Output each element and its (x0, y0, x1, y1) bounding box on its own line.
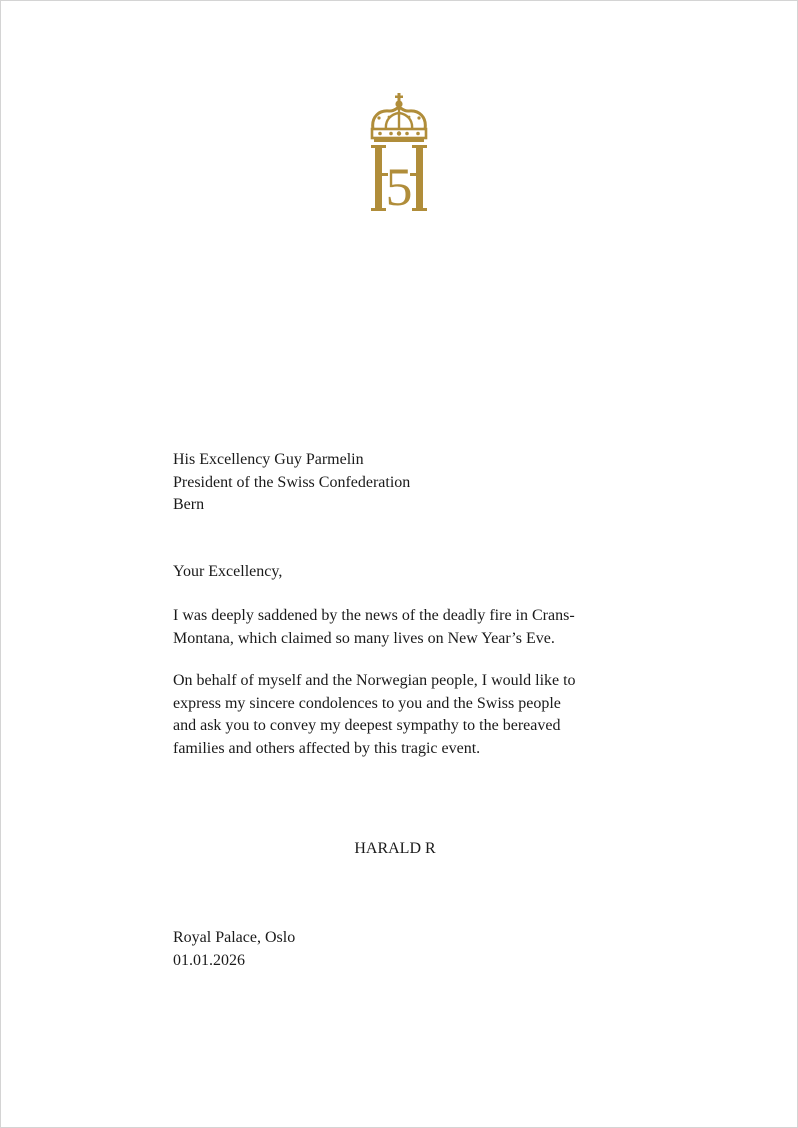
body-paragraph-2 (173, 670, 576, 760)
paragraph-line: I was deeply saddened by the news of the deadly fire in Crans- (173, 607, 575, 624)
addressee-city: Bern (173, 496, 205, 513)
addressee-block (173, 449, 410, 517)
salutation: Your Excellency, (173, 563, 283, 580)
date: 01.01.2026 (173, 951, 245, 969)
paragraph-line: express my sincere condolences to you and the Swiss people (173, 694, 561, 712)
paragraph-line: families and others affected by this tragic event. (173, 739, 481, 757)
body-paragraph-1 (173, 605, 575, 650)
addressee-title: President of the Swiss Confederation (173, 473, 411, 491)
paragraph-line: and ask you to convey my deepest sympathy to the bereaved (173, 717, 561, 734)
royal-crown-h5-monogram-icon (367, 93, 431, 213)
addressee-name: His Excellency Guy Parmelin (173, 451, 364, 468)
place: Royal Palace, Oslo (173, 929, 296, 946)
paragraph-line: Montana, which claimed so many lives on New Year’s Eve. (173, 629, 555, 647)
signature: HARALD R (354, 840, 436, 857)
monogram-numeral: 5 (385, 157, 413, 213)
place-date-block (173, 927, 295, 972)
paragraph-line: On behalf of myself and the Norwegian people, I would like to (173, 672, 576, 689)
